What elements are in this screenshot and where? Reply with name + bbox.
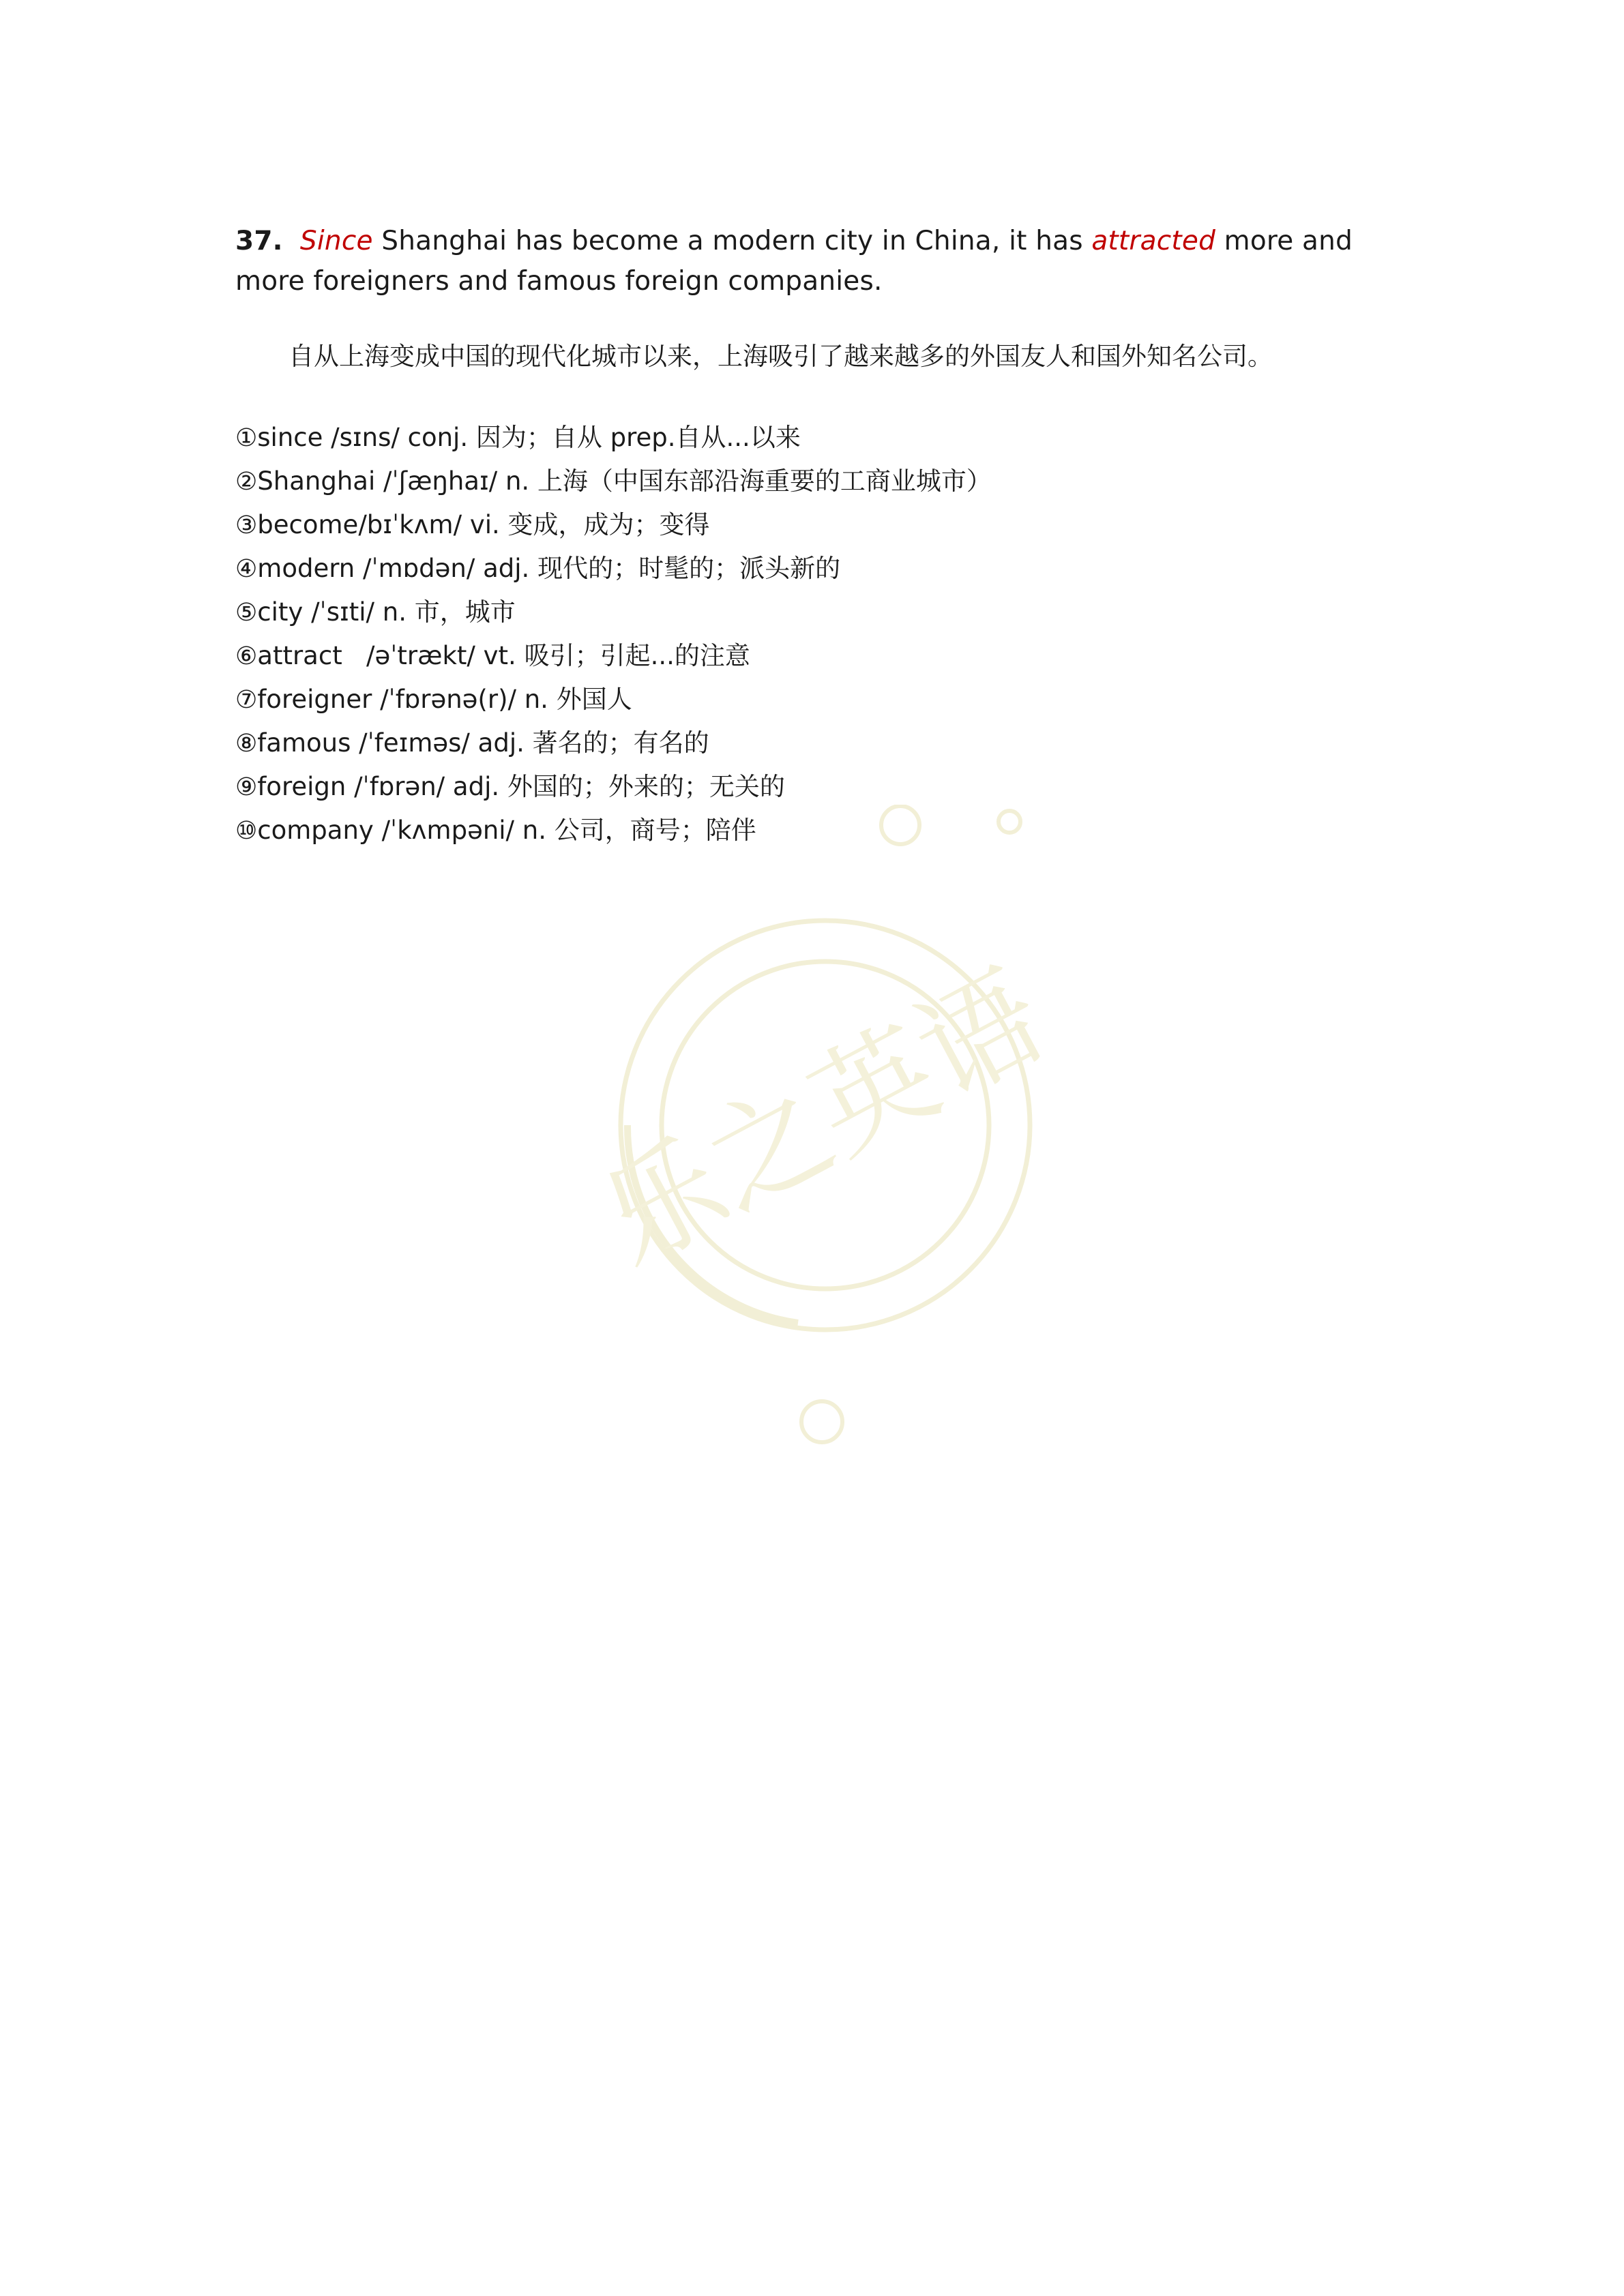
sep: [514, 816, 522, 845]
item-word: become: [257, 510, 359, 540]
item-ipa: /ˈfeɪməs/: [359, 728, 470, 758]
item-ipa: /bɪˈkʌm/: [358, 510, 462, 540]
sep: [499, 772, 507, 801]
list-item: [235, 460, 1395, 503]
sentence-line: [235, 221, 1395, 302]
item-word: modern: [257, 554, 355, 584]
item-pos: conj.: [407, 423, 469, 453]
sep: [470, 728, 478, 758]
list-item: [235, 547, 1395, 591]
item-pos: vi.: [469, 510, 500, 540]
item-ipa: /ˈfɒrən/: [354, 771, 445, 801]
item-definition: 吸引；引起...的注意: [524, 641, 750, 670]
sep: [500, 510, 508, 539]
sep: [445, 772, 453, 801]
item-ipa: /əˈtrækt/: [366, 641, 475, 670]
sentence-mid: Shanghai has become a modern city in China, it has: [372, 226, 1092, 256]
list-item: [235, 503, 1395, 547]
sep: [475, 554, 483, 583]
sep: [468, 423, 476, 452]
item-pos: adj.: [452, 771, 500, 801]
item-pos: vt.: [483, 641, 516, 670]
item-pos: n.: [382, 597, 407, 627]
emphasis-since: Since: [299, 226, 373, 256]
item-marker: ⑦: [235, 685, 258, 714]
item-marker: ③: [235, 511, 258, 540]
watermark: [518, 805, 1132, 1521]
sep: [529, 466, 537, 496]
item-word: foreign: [257, 771, 346, 801]
item-marker: ①: [235, 424, 258, 453]
item-pos: n.: [524, 684, 548, 714]
sep: [375, 466, 383, 496]
emphasis-attracted: attracted: [1091, 226, 1216, 256]
list-item: [235, 765, 1395, 809]
item-ipa: /ˈʃæŋhaɪ/: [383, 466, 498, 496]
sep: [475, 641, 484, 670]
item-pos: adj.: [483, 554, 530, 584]
item-definition: 公司，商号；陪伴: [554, 815, 756, 845]
sep: [323, 423, 331, 452]
item-number: 37.: [235, 226, 283, 256]
watermark-text: 乐之英语: [578, 946, 1066, 1293]
item-definition: 市，城市: [414, 597, 516, 627]
sep: [346, 772, 354, 801]
sep: [525, 728, 533, 758]
sep: [374, 597, 383, 627]
sep: [342, 641, 366, 670]
item-word: famous: [257, 728, 351, 758]
sep: [372, 685, 380, 714]
item-pos: adj.: [477, 728, 525, 758]
sep: [516, 685, 525, 714]
item-pos: n.: [522, 815, 547, 845]
list-item: [235, 591, 1395, 634]
item-marker: ⑨: [235, 773, 258, 801]
item-definition: 外国人: [556, 684, 632, 714]
sep: [546, 816, 555, 845]
item-word: since: [257, 423, 323, 453]
item-ipa: /ˈsɪti/: [311, 597, 374, 627]
sep: [303, 597, 311, 627]
sep: [462, 510, 470, 539]
item-ipa: /ˈmɒdən/: [363, 554, 475, 584]
item-definition: 上海（中国东部沿海重要的工商业城市）: [537, 466, 992, 496]
list-item: [235, 416, 1395, 460]
item-definition: 变成，成为；变得: [507, 510, 710, 540]
item-marker: ⑤: [235, 599, 258, 627]
sep: [400, 423, 408, 452]
item-pos: n.: [505, 466, 530, 496]
sep: [497, 466, 505, 496]
item-marker: ⑧: [235, 729, 258, 758]
item-definition: 著名的；有名的: [532, 728, 709, 758]
sentence-space: [283, 226, 300, 256]
item-word: city: [257, 597, 304, 627]
item-definition: 外国的；外来的；无关的: [507, 771, 785, 801]
translation-line: 自从上海变成中国的现代化城市以来，上海吸引了越来越多的外国友人和国外知名公司。: [289, 341, 1273, 371]
sep: [374, 816, 382, 845]
list-item: [235, 634, 1395, 678]
item-ipa: /ˈfɒrənə(r)/: [380, 684, 516, 714]
sep: [548, 685, 557, 714]
item-ipa: /sɪns/: [331, 423, 400, 453]
item-marker: ⑥: [235, 642, 258, 670]
item-marker: ②: [235, 468, 258, 496]
sep: [407, 597, 415, 627]
item-ipa: /ˈkʌmpəni/: [381, 815, 515, 845]
list-item: [235, 809, 1395, 852]
sep: [516, 641, 525, 670]
item-word: attract: [257, 641, 342, 670]
item-word: company: [257, 815, 374, 845]
item-definition: 现代的；时髦的；派头新的: [537, 554, 841, 584]
list-item: [235, 721, 1395, 765]
item-definition: 因为；自从 prep.自从...以来: [475, 423, 801, 453]
sentence-tail: more and more foreigners and famous foreign companies.: [235, 226, 1353, 297]
item-marker: ④: [235, 555, 258, 584]
item-marker: ⑩: [235, 816, 258, 845]
item-word: foreigner: [257, 684, 372, 714]
vocabulary-list: [235, 416, 1395, 852]
list-item: [235, 678, 1395, 721]
sep: [351, 728, 359, 758]
item-word: Shanghai: [257, 466, 376, 496]
document-content: [235, 194, 1395, 852]
sep: [355, 554, 363, 583]
sep: [529, 554, 537, 583]
